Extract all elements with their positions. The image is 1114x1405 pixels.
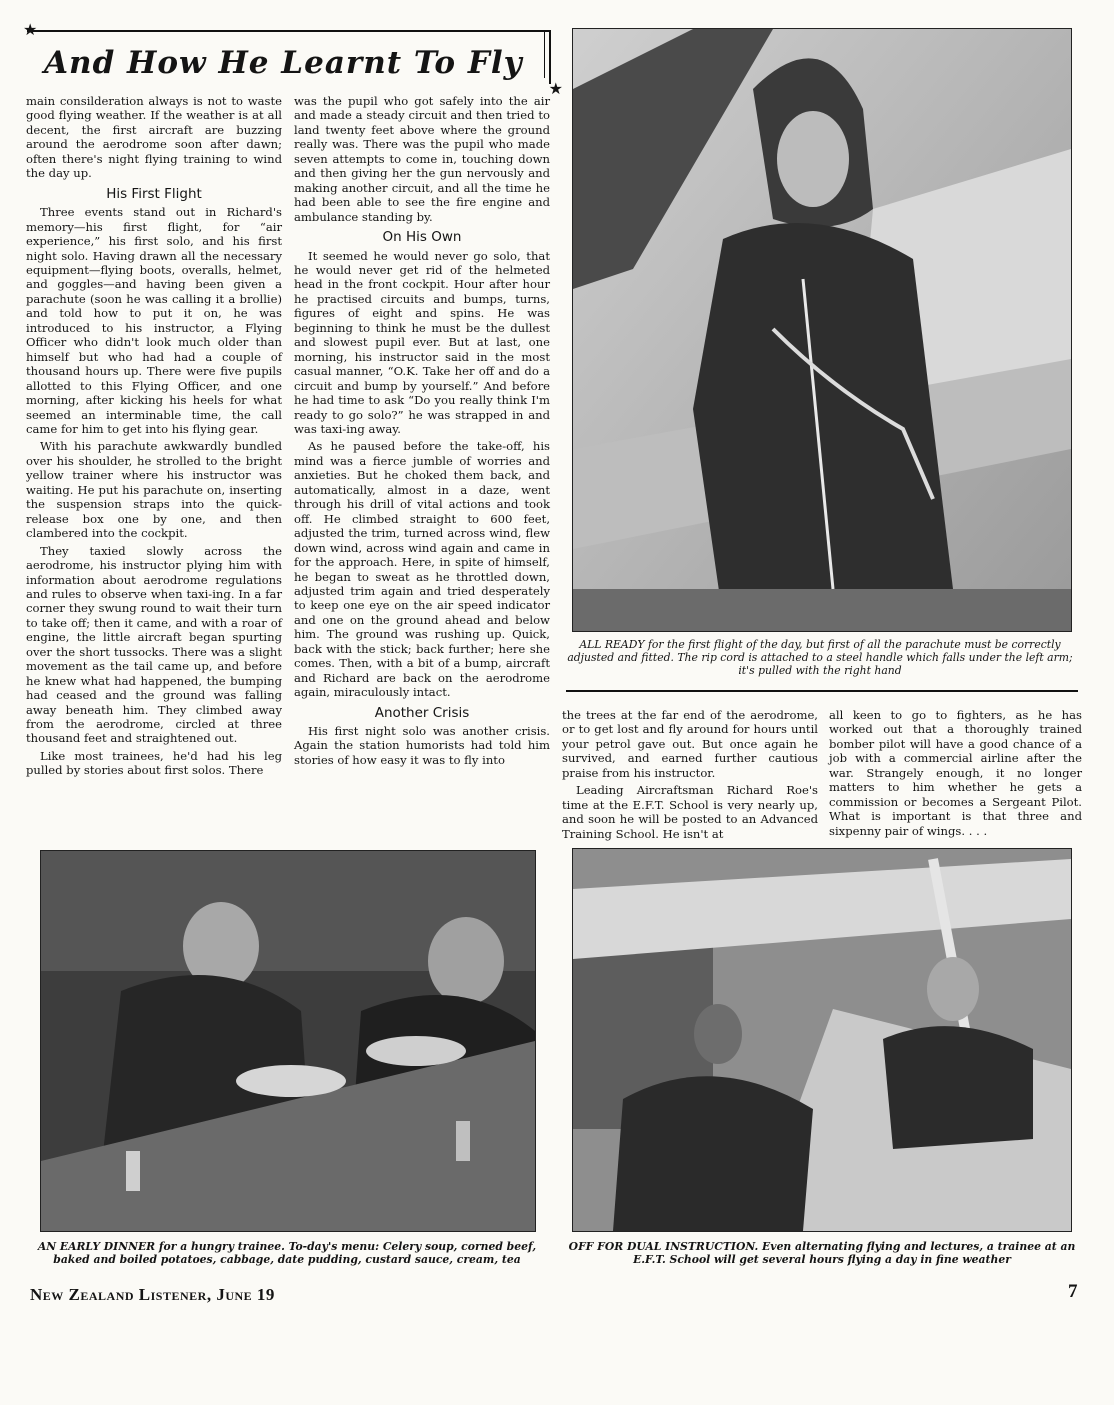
star-right-icon: ★ [548,79,563,98]
photo-dual-instruction-art [573,849,1071,1231]
photo-dual-instruction [572,848,1072,1232]
paragraph: His first night solo was another crisis. Again the station humorists had told him stories of how easy it was to fly into [294,724,550,767]
paragraph: main consilderation always is not to waste good flying weather. If the weather is at all decent, the first aircraft are buzzing around the aerodrome soon after dawn; often there's night flying training to wind the day up. [26,94,282,181]
paragraph: As he paused before the take-off, his mind was a fierce jumble of worries and anxieties. But he choked them back, and automatically, almost in a daze, went through his drill of vital actions and took off. He climbed straight to 600 feet, adjusted the trim, turned across wind, flew down wind, across wind again and came in for the approach. Here, in spite of himself, he began to sweat as he throttled down, adjusted trim again and tried desperately to keep one eye on the air speed indicator and one on the ground ahead and below him. The ground was rushing up. Quick, back with the stick; back further; here she comes. Then, with a bit of a bump, aircraft and Richard are back on the aerodrome again, miraculously intact. [294,439,550,700]
section-divider [566,690,1078,692]
footer-publication: New Zealand Listener, June 19 [30,1285,275,1304]
subheading-on-his-own: On His Own [382,229,462,246]
star-left-icon: ★ [23,20,38,39]
photo-early-dinner-art [41,851,535,1231]
subheading-another-crisis: Another Crisis [374,704,470,721]
subheading-first-flight: His First Flight [106,185,202,202]
paragraph: Three events stand out in Richard's memory—his first flight, for “air experience,” his first solo, and his first night solo. Having drawn all the necessary equipment—flying boots, overalls, helmet, and goggles—and having been given a parachute (soon he was calling it a brollie) and told how to put it on, he was introduced to his instructor, a Flying Officer who didn't look much older than himself but who had had a couple of thousand hours up. There were five pupils allotted to this Flying Officer, and one morning, after kicking his heels for what seemed an interminable time, the call came for him to get into his flying gear. [26,205,282,436]
article-column-4 [829,708,1082,841]
article-column-3 [562,708,818,844]
caption-pilot-parachute: ALL READY for the first flight of the day, but first of all the parachute must be correctly adjusted and fitted. The rip cord is attached to a steel handle which falls under the left arm; it's pulled with the right hand [567,638,1073,678]
caption-early-dinner: AN EARLY DINNER for a hungry trainee. To-day's menu: Celery soup, corned beef, baked and boiled potatoes, cabbage, date pudding, custard sauce, cream, tea [37,1240,537,1267]
paragraph: the trees at the far end of the aerodrome, or to get lost and fly around for hours until your petrol gave out. But once again he survived, and earned further cautious praise from his instructor. [562,708,818,780]
paragraph: Like most trainees, he'd had his leg pulled by stories about first solos. There [26,748,282,778]
headline-box-inner [543,32,545,78]
article-column-2 [294,94,550,770]
paragraph: It seemed he would never go solo, that he would never get rid of the helmeted head in the front cockpit. Hour after hour he practised circuits and bumps, turns, figures of eight and spins. He was beginning to think he must be the dullest and slowest pupil ever. But at last, one morning, his instructor said in the most casual manner, “O.K. Take her off and do a circuit and bump by yourself.” And before he had time to ask “Do you really think I'm ready to go solo?” he was strapped in and was taxi-ing away. [294,248,550,436]
page-number: 7 [1068,1281,1078,1302]
photo-early-dinner [40,850,536,1232]
paragraph: was the pupil who got safely into the air and made a steady circuit and then tried to land twenty feet above where the ground really was. There was the pupil who made seven attempts to come in, touching down and then giving her the gun nervously and making another circuit, and all the time he had been able to see the fire engine and ambulance standing by. [294,94,550,224]
paragraph: With his parachute awkwardly bundled over his shoulder, he strolled to the bright yellow trainer where his instructor was waiting. He put his parachute on, inserting the suspension straps into the quick-release box one by one, and then clambered into the cockpit. [26,439,282,541]
page-title: And How He Learnt To Fly [44,45,523,81]
caption-dual-instruction: OFF FOR DUAL INSTRUCTION. Even alternating flying and lectures, a trainee at an E.F.T. School will get several hours flying a day in fine weather [568,1240,1076,1267]
paragraph: all keen to go to fighters, as he has worked out that a thoroughly trained bomber pilot will have a good chance of a job with a commercial airline after the war. Strangely enough, it no longer matters to him whether he gets a commission or becomes a Sergeant Pilot. What is important is that three and sixpenny pair of wings. . . . [829,708,1082,838]
paragraph: They taxied slowly across the aerodrome, his instructor plying him with information about aerodrome regulations and rules to observe when taxi-ing. In a far corner they swung round to wait their turn to take off; then it came, and with a roar of engine, the little aircraft began spurting over the short tussocks. There was a slight movement as the tail came up, and before he knew what had happened, the bumping had ceased and the ground was falling away beneath him. They climbed away from the aerodrome, circled at three thousand feet and straightened out. [26,543,282,746]
photo-pilot-parachute-art [573,29,1071,631]
paragraph: Leading Aircraftsman Richard Roe's time at the E.F.T. School is very nearly up, and soon he will be posted to an Advanced Training School. He isn't at [562,783,818,841]
photo-pilot-parachute [572,28,1072,632]
article-column-1 [26,94,282,781]
